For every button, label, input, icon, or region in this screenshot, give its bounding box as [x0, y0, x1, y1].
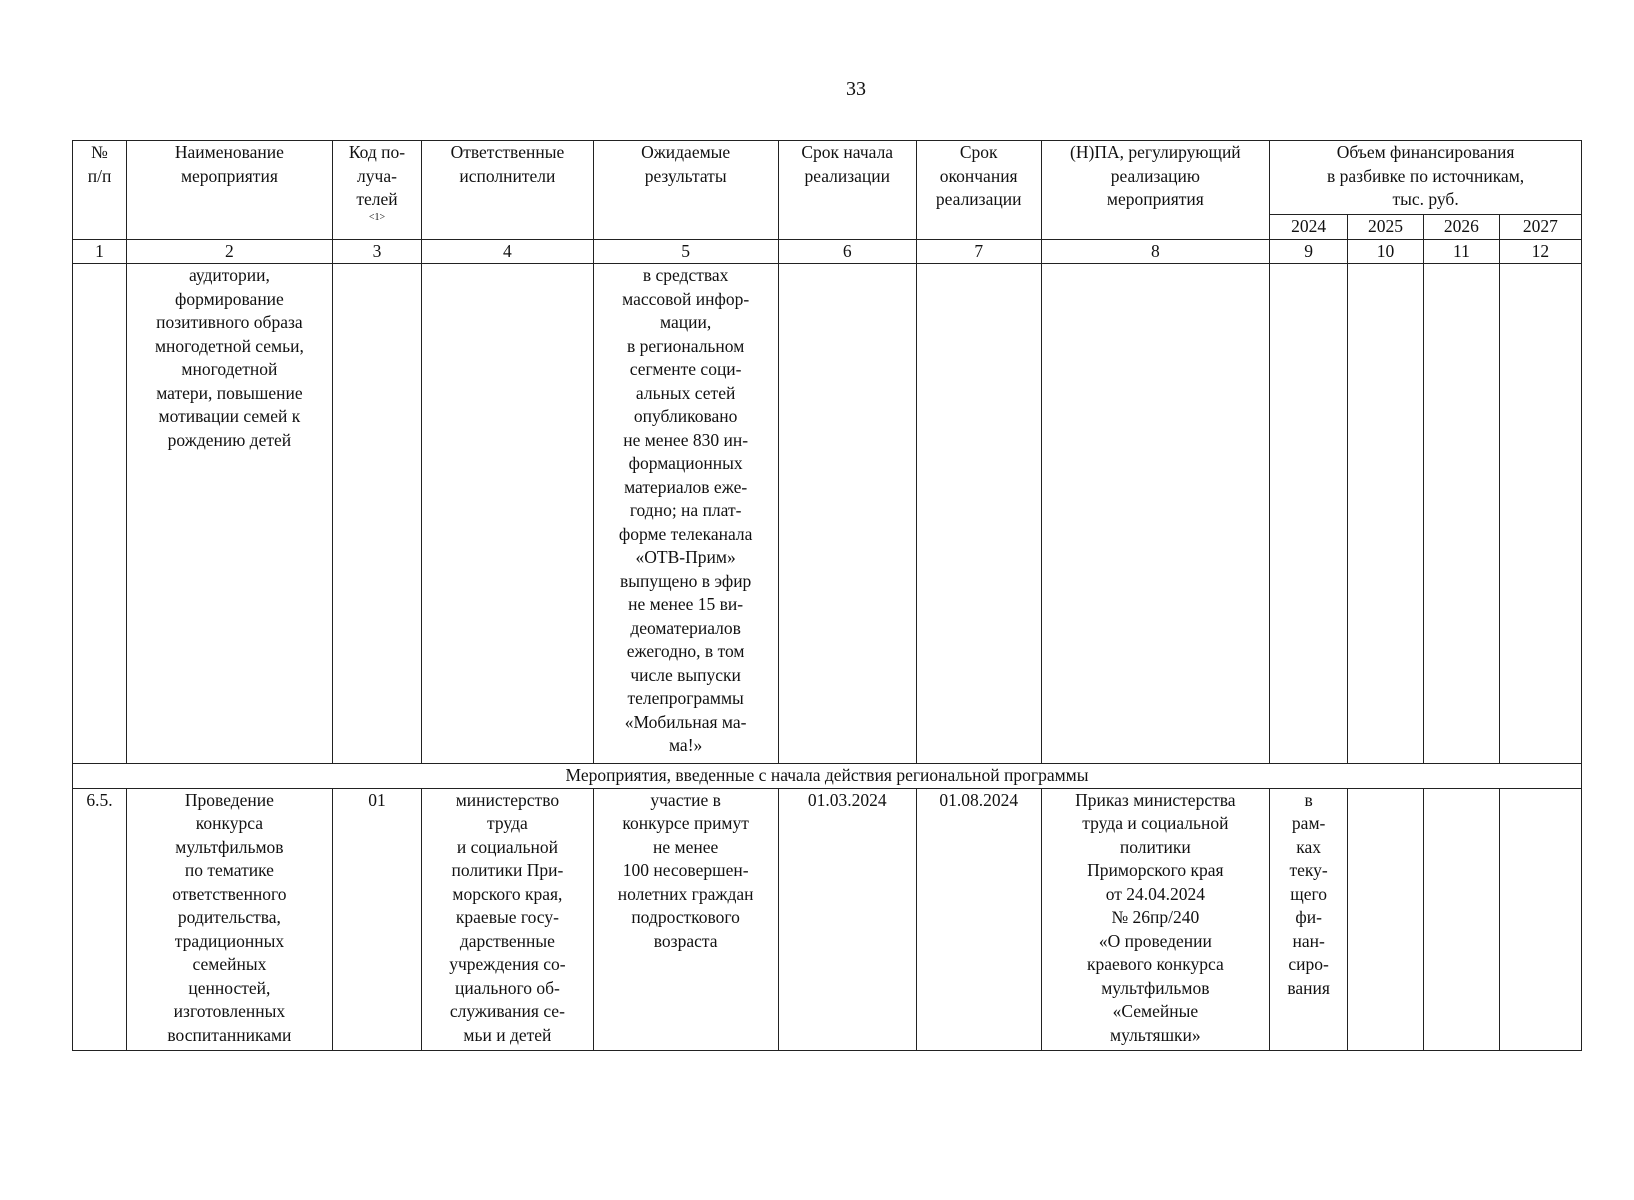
- text-line: исполнители: [459, 165, 556, 186]
- cell-npa: [1041, 264, 1270, 764]
- header-start: [778, 141, 916, 240]
- cell-start: [778, 264, 916, 764]
- text-line: Объем финансирования: [1336, 142, 1515, 162]
- text-line: Наименование: [174, 142, 284, 162]
- footnote-mark: <1>: [368, 211, 386, 223]
- cell-executors: [422, 264, 593, 764]
- text-line: «ОТВ-Прим»: [635, 547, 736, 567]
- column-number: 10: [1348, 239, 1424, 264]
- column-number: 8: [1041, 239, 1270, 264]
- text-line: реализации: [804, 165, 890, 186]
- text-line: Ожидаемые: [641, 142, 731, 162]
- text-line: семейных: [192, 954, 267, 974]
- text-line: конкурса: [195, 813, 264, 833]
- text-line: массовой инфор-: [622, 288, 750, 309]
- year-2027: 2027: [1499, 215, 1581, 240]
- text-line: от 24.04.2024: [1105, 883, 1205, 904]
- column-number: 3: [332, 239, 421, 264]
- text-line: Срок начала: [801, 142, 894, 162]
- column-number: 9: [1270, 239, 1348, 264]
- text-line: ках: [1296, 836, 1322, 857]
- text-line: результаты: [644, 165, 727, 186]
- header-number: [73, 141, 127, 240]
- section-row: [73, 764, 1582, 789]
- text-line: циального об-: [454, 977, 560, 998]
- text-line: Код по-: [348, 142, 406, 162]
- text-line: по тематике: [184, 860, 274, 880]
- cell-end: 01.08.2024: [916, 788, 1041, 1050]
- cell-name: [127, 788, 333, 1050]
- text-line: мероприятия: [180, 165, 278, 186]
- text-line: № 26пр/240: [1111, 907, 1200, 927]
- text-line: деоматериалов: [630, 617, 741, 638]
- text-line: луча-: [357, 165, 397, 186]
- column-numbers-row: [73, 239, 1582, 264]
- text-line: ответственного: [172, 883, 287, 904]
- text-line: мотивации семей к: [158, 406, 301, 426]
- text-line: окончания: [939, 165, 1018, 186]
- cell-funding-2026: [1423, 788, 1499, 1050]
- header-npa: [1041, 141, 1270, 240]
- text-line: традиционных: [174, 930, 285, 951]
- text-line: конкурсе примут: [622, 813, 749, 833]
- text-line: щего: [1290, 883, 1328, 904]
- cell-funding-2027: [1499, 788, 1581, 1050]
- text-line: формирование: [175, 288, 284, 309]
- year-2024: 2024: [1270, 215, 1348, 240]
- header-code: [332, 141, 421, 240]
- text-line: в средствах: [642, 265, 729, 285]
- text-line: возраста: [653, 930, 718, 951]
- cell-funding-2025: [1348, 264, 1424, 764]
- text-line: тыс. руб.: [1392, 189, 1459, 209]
- text-line: сегменте соци-: [629, 359, 742, 379]
- text-line: учреждения со-: [449, 954, 566, 974]
- text-line: сиро-: [1288, 954, 1329, 974]
- text-line: реализации: [935, 189, 1022, 209]
- text-line: материалов еже-: [624, 476, 748, 497]
- text-line: формационных: [628, 453, 743, 473]
- text-line: нан-: [1292, 930, 1325, 951]
- cell-results: [593, 264, 778, 764]
- text-line: мультяшки»: [1110, 1024, 1201, 1045]
- text-line: политики: [1119, 836, 1191, 857]
- text-line: реализацию: [1110, 165, 1200, 186]
- text-line: изготовленных: [173, 1001, 286, 1021]
- header-row: [73, 141, 1582, 215]
- text-line: краевого конкурса: [1086, 954, 1224, 974]
- text-line: Приказ министерства: [1075, 789, 1236, 810]
- text-line: Приморского края: [1087, 860, 1224, 880]
- page-number: 33: [846, 78, 866, 100]
- cell-code: [332, 264, 421, 764]
- text-line: «О проведении: [1098, 930, 1212, 951]
- text-line: морского края,: [452, 883, 563, 904]
- text-line: годно; на плат-: [629, 500, 742, 520]
- text-line: рождению детей: [167, 429, 292, 450]
- column-number: 7: [916, 239, 1041, 264]
- text-line: воспитанниками: [167, 1024, 292, 1045]
- header-code-text: [335, 141, 419, 212]
- cell-funding-2024: [1270, 264, 1348, 764]
- text-line: мации,: [660, 312, 712, 332]
- text-line: труда: [487, 813, 528, 833]
- text-line: опубликовано: [633, 406, 738, 426]
- cell-name: [127, 264, 333, 764]
- text-line: позитивного образа: [156, 312, 303, 332]
- text-line: многодетной семьи,: [154, 335, 304, 356]
- text-line: теку-: [1289, 860, 1328, 880]
- cell-number: 6.5.: [73, 788, 127, 1050]
- text-line: мультфильмов: [175, 836, 284, 857]
- header-results: [593, 141, 778, 240]
- text-line: мультфильмов: [1101, 977, 1210, 998]
- text-line: ма!»: [668, 735, 703, 755]
- cell-start: 01.03.2024: [778, 788, 916, 1050]
- text-line: в разбивке по источникам,: [1327, 165, 1525, 186]
- column-number: 6: [778, 239, 916, 264]
- text-line: Проведение: [184, 789, 274, 810]
- header-end: [916, 141, 1041, 240]
- column-number: 5: [593, 239, 778, 264]
- text-line: не менее 830 ин-: [623, 429, 749, 450]
- cell-npa: [1041, 788, 1270, 1050]
- text-line: (Н)ПА, регулирующий: [1070, 142, 1241, 162]
- text-line: дарственные: [459, 930, 555, 951]
- text-line: фи-: [1295, 907, 1322, 927]
- year-2026: 2026: [1423, 215, 1499, 240]
- text-line: подросткового: [631, 907, 740, 927]
- program-table: [72, 140, 1582, 1051]
- text-line: Ответственные: [450, 142, 565, 162]
- cell-number: [73, 264, 127, 764]
- text-line: «Мобильная ма-: [624, 711, 747, 732]
- column-number: 2: [127, 239, 333, 264]
- text-line: родительства,: [177, 907, 281, 927]
- text-line: и социальной: [456, 836, 558, 857]
- column-number: 4: [422, 239, 593, 264]
- text-line: альных сетей: [635, 382, 736, 403]
- text-line: Срок: [959, 142, 998, 162]
- cell-end: [916, 264, 1041, 764]
- column-number: 11: [1423, 239, 1499, 264]
- text-line: в: [1304, 789, 1313, 810]
- table-row: [73, 788, 1582, 1050]
- section-title: Мероприятия, введенные с начала действия региональной программы: [73, 764, 1582, 789]
- header-executors: [422, 141, 593, 240]
- text-line: форме телеканала: [618, 523, 753, 544]
- cell-funding-2025: [1348, 788, 1424, 1050]
- text-line: телепрограммы: [627, 688, 744, 708]
- text-line: многодетной: [181, 359, 278, 379]
- text-line: не менее: [653, 836, 719, 857]
- cell-executors: [422, 788, 593, 1050]
- text-line: нолетних граждан: [617, 883, 754, 904]
- text-line: мероприятия: [1106, 189, 1204, 209]
- text-line: служивания се-: [449, 1001, 565, 1021]
- year-2025: 2025: [1348, 215, 1424, 240]
- text-line: политики При-: [451, 860, 564, 880]
- cell-funding-2024: [1270, 788, 1348, 1050]
- text-line: рам-: [1291, 813, 1326, 833]
- text-line: числе выпуски: [630, 664, 741, 685]
- text-line: выпущено в эфир: [619, 570, 752, 591]
- cell-code: 01: [332, 788, 421, 1050]
- header-funding: [1270, 141, 1582, 215]
- cell-results: [593, 788, 778, 1050]
- header-name: [127, 141, 333, 240]
- text-line: мьи и детей: [463, 1024, 552, 1045]
- text-line: ценностей,: [188, 977, 271, 998]
- text-line: «Семейные: [1112, 1001, 1199, 1021]
- text-line: 100 несовершен-: [622, 860, 749, 880]
- text-line: ежегодно, в том: [626, 641, 745, 661]
- text-line: аудитории,: [189, 265, 270, 285]
- text-line: краевые госу-: [455, 907, 559, 927]
- cell-funding-2026: [1423, 264, 1499, 764]
- text-line: №: [91, 142, 108, 162]
- text-line: министерство: [455, 789, 560, 810]
- text-line: участие в: [650, 789, 721, 810]
- text-line: труда и социальной: [1082, 813, 1229, 833]
- text-line: в региональном: [626, 335, 745, 356]
- table-row: [73, 264, 1582, 764]
- text-line: не менее 15 ви-: [628, 594, 744, 614]
- text-line: вания: [1287, 977, 1330, 998]
- text-line: телей: [356, 189, 398, 209]
- text-line: матери, повышение: [156, 382, 303, 403]
- cell-funding-2027: [1499, 264, 1581, 764]
- text-line: п/п: [87, 165, 112, 186]
- column-number: 1: [73, 239, 127, 264]
- column-number: 12: [1499, 239, 1581, 264]
